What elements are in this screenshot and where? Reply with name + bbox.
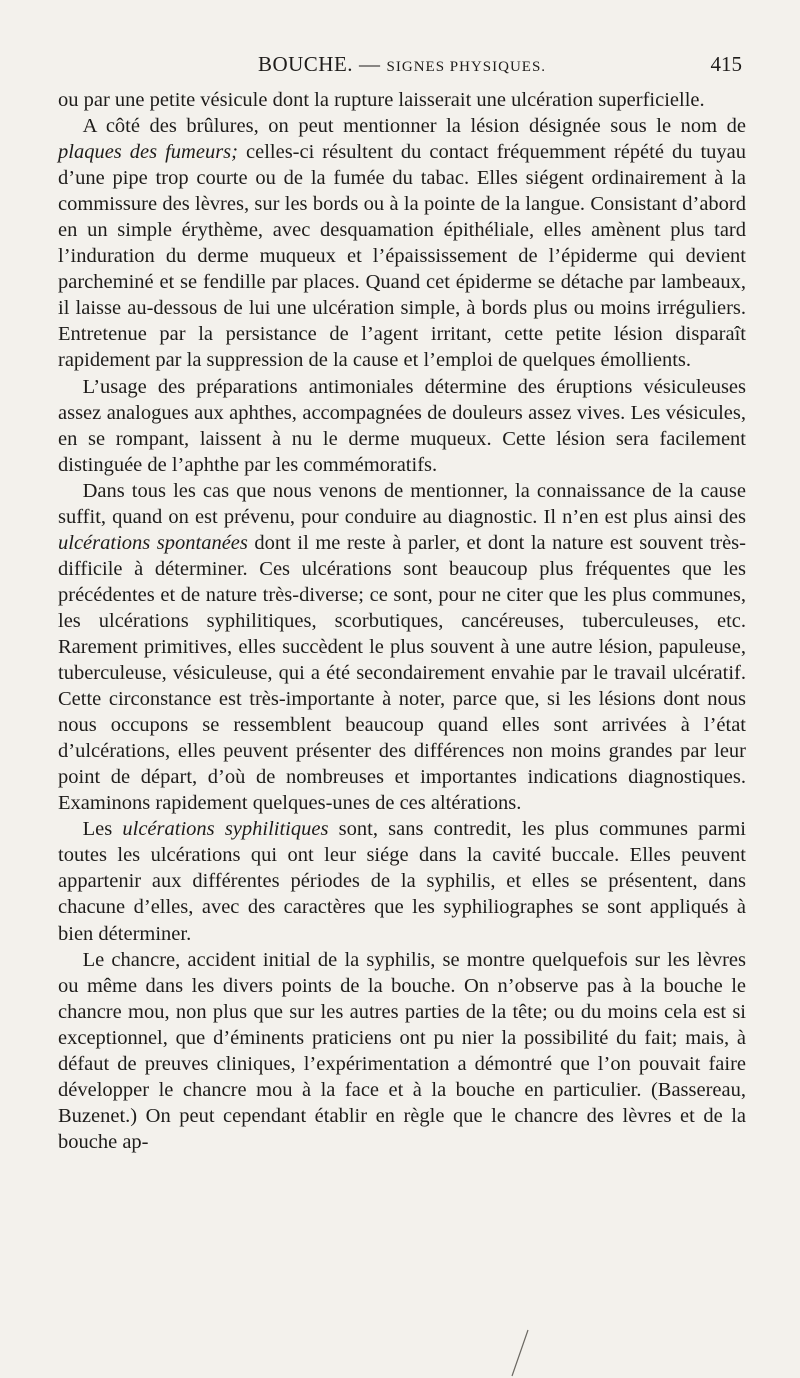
- body-text: [58, 87, 746, 1155]
- paragraph-2-italic-term: plaques des fumeurs;: [58, 141, 238, 164]
- paragraph-5: [58, 816, 746, 946]
- paragraph-1-text: ou par une petite vésicule dont la rupture laisserait une ulcération superficielle.: [58, 89, 705, 111]
- running-head-dash: —: [359, 52, 381, 76]
- paragraph-4-text-end: dont il me reste à parler, et dont la nature est souvent très-difficile à déterminer. Ces ulcérations sont beaucoup plus fréquentes que les précédentes et de nature très-diverse; ce sont, pour ne citer que les plus communes, les ulcérations syphilitiques, scorbutiques, cancéreuses, tuberculeuses, etc. Rarement primitives, elles succèdent le plus souvent à une autre lésion, papuleuse, tuberculeuse, vésiculeuse, qui a été secondairement envahie par le travail ulcératif. Cette circonstance est très-importante à noter, parce que, si les lésions dont nous nous occupons se ressemblent beaucoup quand elles sont arrivées à l’état d’ulcérations, elles peuvent présenter des différences non moins grandes par leur point de départ, d’où de nombreuses et importantes indications diagnostiques. Examinons rapidement quelques-unes de ces altérations.: [58, 531, 746, 815]
- running-head: [58, 47, 746, 84]
- paragraph-6: [58, 947, 746, 1155]
- page-number: 415: [710, 52, 742, 76]
- paragraph-3-text: L’usage des préparations antimoniales détermine des éruptions vésiculeuses assez analogues aux aphthes, accompagnées de douleurs assez vives. Les vésicules, en se rompant, laissent à nu le derme muqueux. Cette lésion sera facilement distinguée de l’aphthe par les commémoratifs.: [58, 375, 746, 476]
- running-head-title: BOUCHE.: [257, 52, 354, 76]
- paragraph-4: [58, 478, 746, 817]
- paragraph-3: [58, 374, 746, 478]
- paragraph-2-text-start: A côté des brûlures, on peut mentionner la lésion désignée sous le nom de: [82, 115, 746, 138]
- paragraph-6-text: Le chancre, accident initial de la syphilis, se montre quelquefois sur les lèvres ou même dans les divers points de la bouche. On n’observe pas à la bouche le chancre mou, non plus que sur les autres parties de la tête; ou du moins cela est si exceptionnel, que d’éminents praticiens ont pu nier la possibilité du fait; mais, à défaut de preuves cliniques, l’expérimentation a démontré que l’on pouvait faire développer le chancre mou à la face et à la bouche en particulier. (Bassereau, Buzenet.) On peut cependant établir en règle que le chancre des lèvres et de la bouche ap-: [58, 948, 746, 1153]
- paragraph-4-italic-term: ulcérations spontanées: [58, 531, 248, 554]
- paragraph-5-italic-term: ulcérations syphilitiques: [122, 818, 329, 841]
- paragraph-5-text-end: sont, sans contredit, les plus communes parmi toutes les ulcérations qui ont leur siége dans la cavité buccale. Elles peuvent appartenir aux différentes périodes de la syphilis, et elles se présentent, dans chacune d’elles, avec des caractères que les syphiliographes se sont appliqués à bien déterminer.: [58, 818, 746, 945]
- pencil-mark-icon: [500, 1328, 540, 1378]
- paragraph-5-text-start: Les: [82, 818, 123, 841]
- paragraph-4-text-start: Dans tous les cas que nous venons de mentionner, la connaissance de la cause suffit, quand on est prévenu, pour conduire au diagnostic. Il n’en est plus ainsi des: [58, 479, 746, 528]
- paragraph-2: [58, 113, 746, 373]
- paragraph-2-text-end: celles-ci résultent du contact fréquemment répété du tuyau d’une pipe trop courte ou de la fumée du tabac. Elles siégent ordinairement à la commissure des lèvres, sur les bords ou à la pointe de la langue. Consistant d’abord en un simple érythème, avec desquamation épithéliale, elles amènent plus tard l’induration du derme muqueux et l’épaississement de l’épiderme qui devient parcheminé et se fendille par places. Quand cet épiderme se détache par lambeaux, il laisse au-dessous de lui une ulcération simple, à bords plus ou moins irréguliers. Entretenue par la persistance de l’agent irritant, cette petite lésion disparaît rapidement par la suppression de la cause et l’emploi de quelques émollients.: [58, 141, 747, 372]
- paragraph-1: [58, 87, 746, 113]
- running-head-subtitle: SIGNES PHYSIQUES.: [386, 59, 547, 75]
- page-header: [58, 47, 746, 81]
